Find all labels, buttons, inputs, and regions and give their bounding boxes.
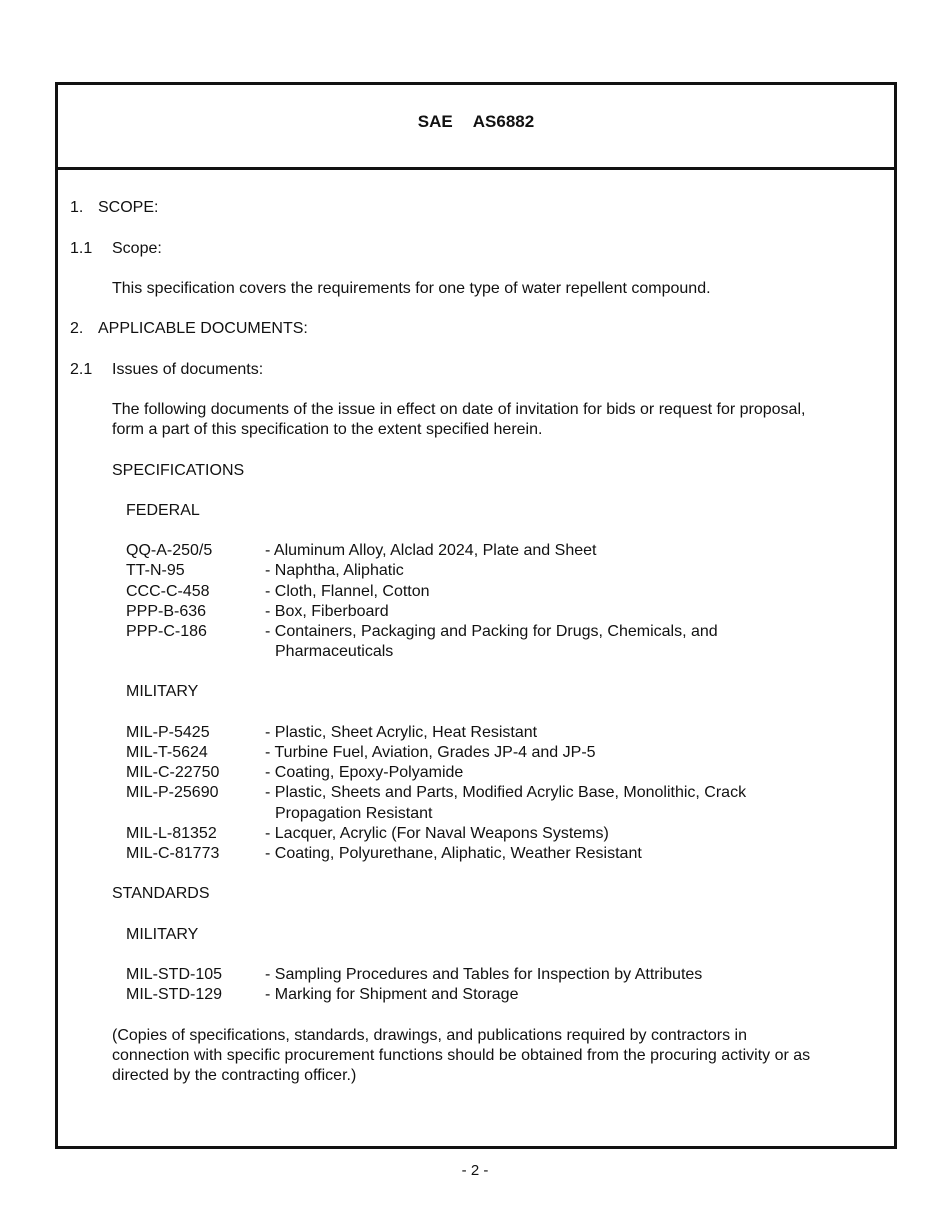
document-header	[58, 85, 894, 170]
military-spec-desc: - Plastic, Sheets and Parts, Modified Acrylic Base, Monolithic, Crack	[265, 784, 747, 801]
military-spec-code: MIL-P-25690	[126, 784, 219, 801]
military-std-desc: - Sampling Procedures and Tables for Inspection by Attributes	[265, 966, 703, 983]
military-spec-desc: - Plastic, Sheet Acrylic, Heat Resistant	[265, 724, 538, 741]
federal-heading: FEDERAL	[126, 502, 200, 519]
issues-sub-num: 2.1	[70, 361, 93, 378]
federal-code: PPP-B-636	[126, 603, 207, 620]
federal-code: PPP-C-186	[126, 623, 207, 640]
military-spec-code: MIL-C-81773	[126, 845, 220, 862]
military-std-heading: MILITARY	[126, 926, 199, 943]
federal-desc: - Naphtha, Aliphatic	[265, 562, 404, 579]
military-spec-desc: - Lacquer, Acrylic (For Naval Weapons Systems)	[265, 825, 609, 842]
federal-desc-continued: Pharmaceuticals	[275, 643, 394, 660]
military-spec-desc: - Coating, Epoxy-Polyamide	[265, 764, 464, 781]
military-spec-heading: MILITARY	[126, 683, 199, 700]
scope-sub-num: 1.1	[70, 240, 93, 257]
standards-heading: STANDARDS	[112, 885, 210, 902]
issues-text-line2: form a part of this specification to the extent specified herein.	[112, 421, 543, 438]
copies-note-line1: (Copies of specifications, standards, drawings, and publications required by contractors in	[112, 1027, 747, 1044]
federal-desc: - Cloth, Flannel, Cotton	[265, 583, 430, 600]
issues-text-line1: The following documents of the issue in effect on date of invitation for bids or request for proposal,	[112, 401, 806, 418]
document-title	[58, 112, 894, 132]
military-std-desc: - Marking for Shipment and Storage	[265, 986, 519, 1003]
federal-desc: - Aluminum Alloy, Alclad 2024, Plate and Sheet	[265, 542, 597, 559]
scope-heading-num: 1.	[70, 199, 84, 216]
federal-desc: - Containers, Packaging and Packing for Drugs, Chemicals, and	[265, 623, 718, 640]
applicable-heading-title: APPLICABLE DOCUMENTS:	[98, 320, 308, 337]
military-spec-code: MIL-L-81352	[126, 825, 217, 842]
copies-note-line3: directed by the contracting officer.)	[112, 1067, 357, 1084]
military-spec-desc-continued: Propagation Resistant	[275, 805, 433, 822]
military-std-code: MIL-STD-105	[126, 966, 223, 983]
scope-heading-title: SCOPE:	[98, 199, 159, 216]
military-spec-code: MIL-P-5425	[126, 724, 210, 741]
federal-desc: - Box, Fiberboard	[265, 603, 389, 620]
military-std-code: MIL-STD-129	[126, 986, 223, 1003]
federal-code: CCC-C-458	[126, 583, 210, 600]
federal-code: QQ-A-250/5	[126, 542, 213, 559]
military-spec-desc: - Coating, Polyurethane, Aliphatic, Weather Resistant	[265, 845, 642, 862]
military-spec-code: MIL-T-5624	[126, 744, 208, 761]
applicable-heading-num: 2.	[70, 320, 84, 337]
copies-note-line2: connection with specific procurement functions should be obtained from the procuring activity or as	[112, 1047, 811, 1064]
issues-sub-title: Issues of documents:	[112, 361, 264, 378]
federal-code: TT-N-95	[126, 562, 185, 579]
scope-text: This specification covers the requirements for one type of water repellent compound.	[112, 280, 711, 297]
page-number: - 2 -	[461, 1162, 489, 1179]
military-spec-code: MIL-C-22750	[126, 764, 220, 781]
specifications-heading: SPECIFICATIONS	[112, 462, 245, 479]
military-spec-desc: - Turbine Fuel, Aviation, Grades JP-4 and JP-5	[265, 744, 596, 761]
scope-sub-title: Scope:	[112, 240, 162, 257]
header-org: SAE	[417, 112, 453, 131]
header-doc-number: AS6882	[472, 112, 535, 131]
